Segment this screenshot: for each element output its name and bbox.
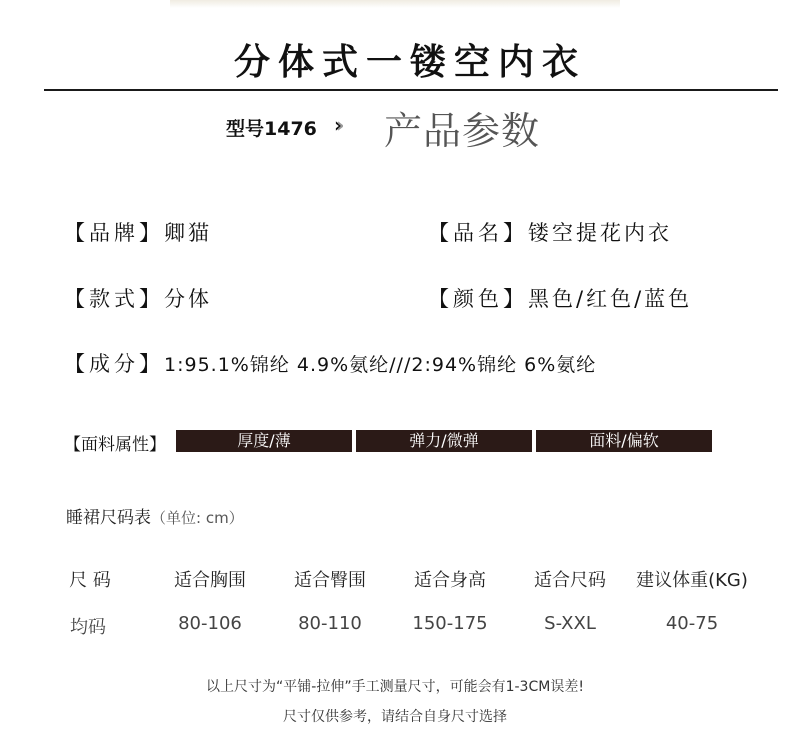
size-cell-weight: 40-75 [665,613,719,634]
color-value: 黑色/红色/蓝色 [528,287,693,311]
composition-field [64,348,596,378]
measurement-note: 以上尺寸为“平铺-拉伸”手工测量尺寸，可能会有1-3CM误差! [206,679,584,695]
style-value: 分体 [164,287,212,311]
composition-label: 【成分】 [64,352,164,376]
size-cell-fit-size: S-XXL [544,613,596,634]
brand-value: 卿猫 [164,221,212,245]
size-cell-hip: 80-110 [298,613,362,634]
style-label: 【款式】 [64,287,164,311]
size-cell-height: 150-175 [412,613,488,634]
top-decoration [170,0,620,8]
size-header-hip: 适合臀围 [294,570,366,591]
brand-field [64,217,212,247]
style-field [64,283,212,313]
product-name-field [428,217,672,247]
product-name-label: 【品名】 [428,221,528,245]
size-header-size: 尺 码 [69,570,111,591]
section-title: 产品参数 [384,109,541,153]
title-divider [44,89,778,91]
color-label: 【颜色】 [428,287,528,311]
product-name-value: 镂空提花内衣 [528,221,672,245]
size-cell-size: 均码 [70,617,106,638]
size-cell-bust: 80-106 [178,613,242,634]
fabric-attribute-softness: 面料/偏软 [536,430,712,452]
size-header-bust: 适合胸围 [174,570,246,591]
double-chevron-icon: ›› [334,113,339,137]
reference-note: 尺寸仅供参考，请结合自身尺寸选择 [283,709,507,725]
size-header-weight: 建议体重(KG) [636,570,748,591]
page-title: 分体式一镂空内衣 [233,42,586,83]
fabric-attribute-elasticity: 弹力/微弹 [356,430,532,452]
fabric-attribute-thickness: 厚度/薄 [176,430,352,452]
size-header-fit-size: 适合尺码 [534,570,606,591]
color-field [428,283,692,313]
fabric-attributes-label: 【面料属性】 [64,435,166,455]
size-chart-title-text: 睡裙尺码表 [66,508,151,528]
composition-value: 1:95.1%锦纶 4.9%氨纶///2:94%锦纶 6%氨纶 [164,354,597,376]
size-chart-title [66,503,244,528]
model-number: 型号1476 [226,118,317,140]
brand-label: 【品牌】 [64,221,164,245]
size-chart-unit: （单位: cm） [151,509,244,527]
size-header-height: 适合身高 [414,570,486,591]
